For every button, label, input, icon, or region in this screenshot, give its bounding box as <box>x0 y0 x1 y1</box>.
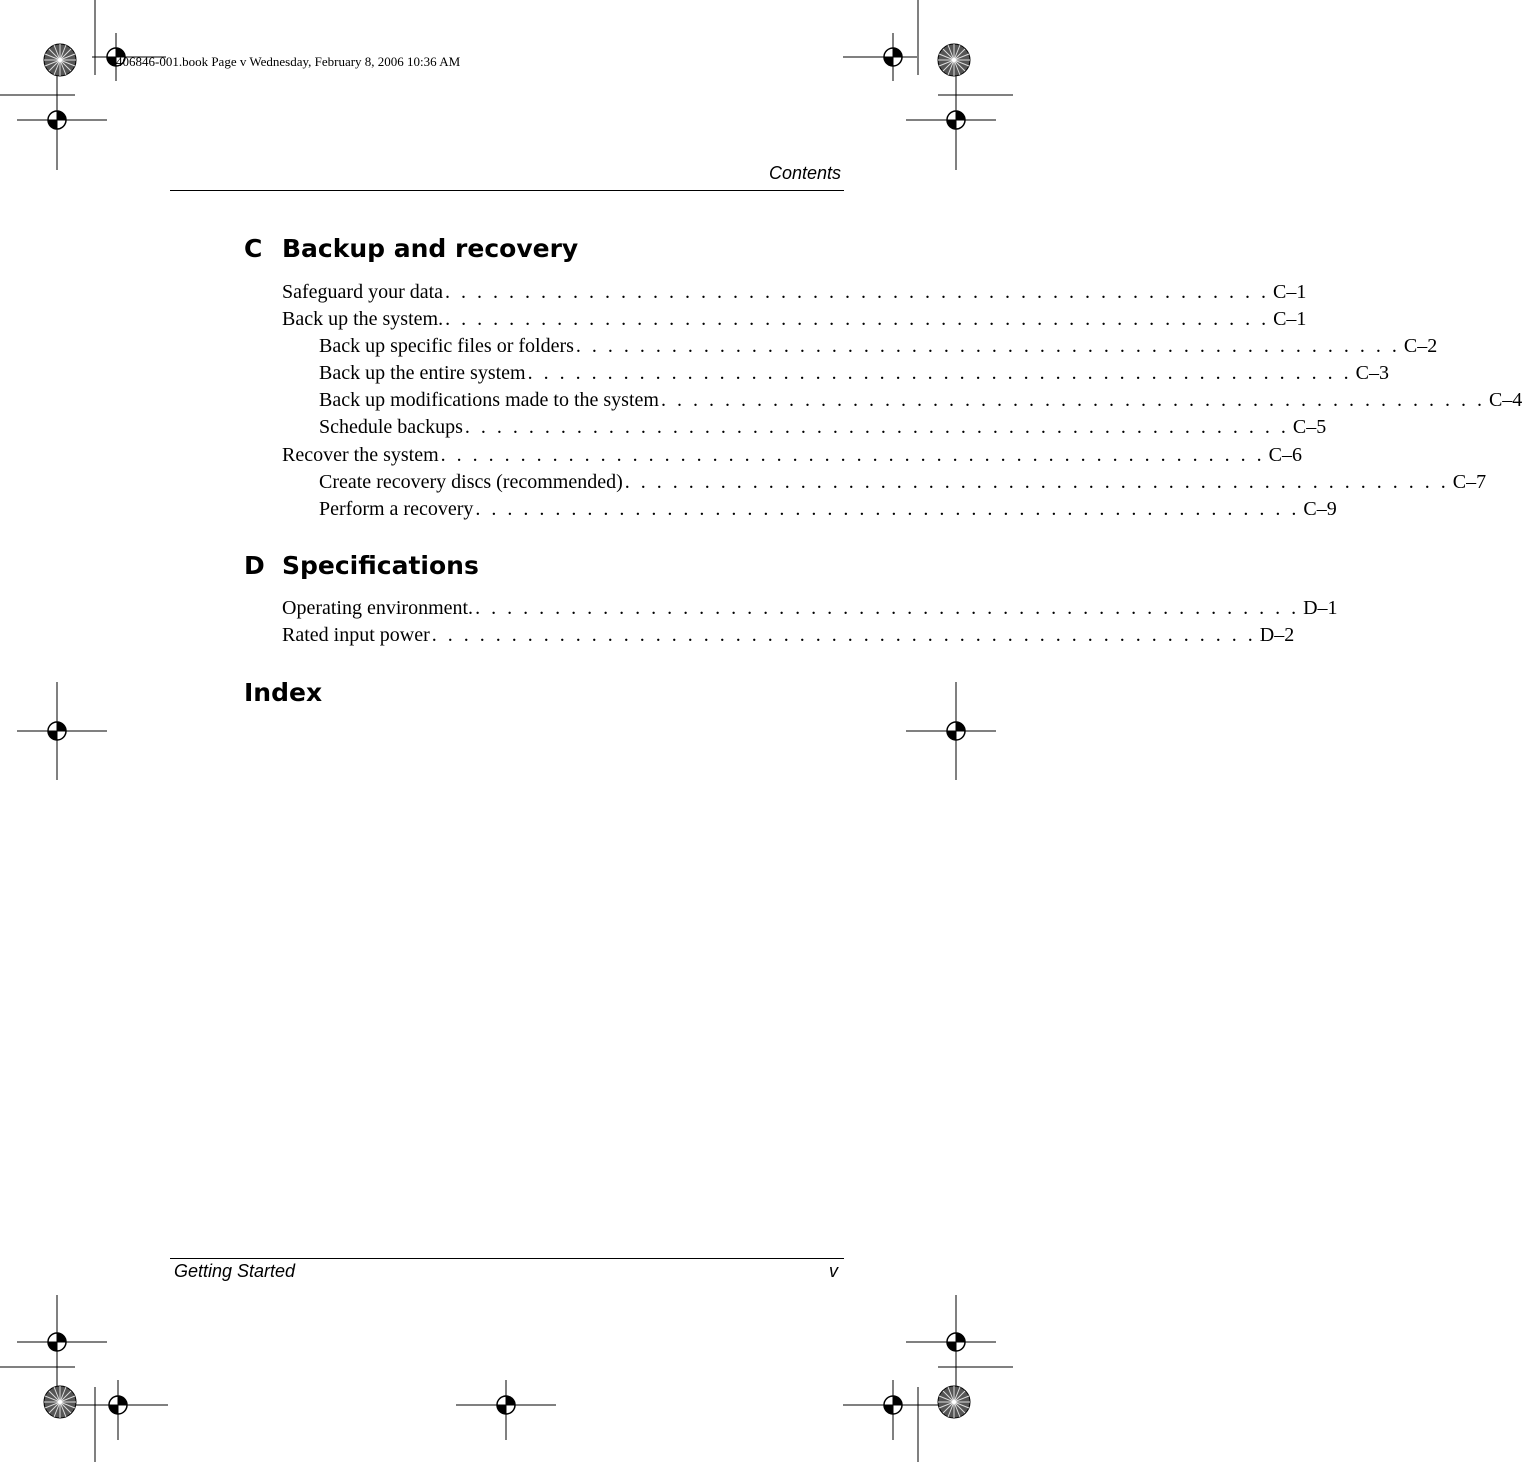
toc-entry-page: C–3 <box>1355 362 1389 384</box>
footer-rule <box>170 1258 844 1259</box>
toc-entry-page: C–7 <box>1452 471 1487 493</box>
toc-entry[interactable] <box>319 389 1522 416</box>
leader-dots: . . . . . . . . . . . . . . . . . . . . . . . . . . . . . . . . . . . . . . . . . . . . . . . . . . . . <box>527 362 1352 384</box>
leader-dots: . . . . . . . . . . . . . . . . . . . . . . . . . . . . . . . . . . . . . . . . . . . . . . . . . . . . <box>575 335 1400 357</box>
print-slug: 406846-001.book Page v Wednesday, February 8, 2006 10:36 AM <box>116 54 461 69</box>
toc-entry[interactable] <box>282 624 1295 651</box>
toc-entry[interactable] <box>319 416 1327 443</box>
toc-entry-text: Safeguard your data <box>282 281 444 303</box>
toc-entry-text: Rated input power <box>282 624 430 646</box>
toc-entry-page: C–1 <box>1273 308 1307 330</box>
toc-entry-page: C–9 <box>1303 498 1337 520</box>
leader-dots: . . . . . . . . . . . . . . . . . . . . . . . . . . . . . . . . . . . . . . . . . . . . . . . . . . . . <box>475 597 1300 619</box>
toc-entry[interactable] <box>319 498 1337 525</box>
section-index-title[interactable]: Index <box>244 678 323 707</box>
toc-entry-text: Back up specific files or folders <box>319 335 574 357</box>
section-c-title: Backup and recovery <box>282 234 579 263</box>
toc-entry[interactable] <box>319 335 1438 362</box>
toc-entry-text: Back up the system. <box>282 308 444 330</box>
leader-dots: . . . . . . . . . . . . . . . . . . . . . . . . . . . . . . . . . . . . . . . . . . . . . . . . . . . . <box>431 624 1256 646</box>
toc-entry[interactable] <box>319 471 1487 498</box>
footer-book-title: Getting Started <box>174 1261 296 1281</box>
toc-entry-text: Create recovery discs (recommended) <box>319 471 623 493</box>
leader-dots: . . . . . . . . . . . . . . . . . . . . . . . . . . . . . . . . . . . . . . . . . . . . . . . . . . . . <box>445 281 1270 303</box>
footer-page-number: v <box>829 1261 838 1281</box>
toc-entry-page: C–5 <box>1292 416 1327 438</box>
toc-entry-text: Back up modifications made to the system <box>319 389 659 411</box>
leader-dots: . . . . . . . . . . . . . . . . . . . . . . . . . . . . . . . . . . . . . . . . . . . . . . . . . . . . <box>445 308 1270 330</box>
toc-entry-text: Back up the entire system <box>319 362 526 384</box>
leader-dots: . . . . . . . . . . . . . . . . . . . . . . . . . . . . . . . . . . . . . . . . . . . . . . . . . . . . <box>660 389 1485 411</box>
toc-entry-page: C–6 <box>1268 444 1302 466</box>
toc-entry-text: Recover the system <box>282 444 439 466</box>
leader-dots: . . . . . . . . . . . . . . . . . . . . . . . . . . . . . . . . . . . . . . . . . . . . . . . . . . . . <box>464 416 1289 438</box>
toc-entry-text: Perform a recovery <box>319 498 474 520</box>
section-d-letter: D <box>244 551 265 580</box>
toc-entry[interactable] <box>282 281 1307 308</box>
toc-entry[interactable] <box>282 597 1338 624</box>
toc-entry-page: C–4 <box>1488 389 1522 411</box>
header-rule <box>170 190 844 191</box>
toc-entry-page: D–1 <box>1303 597 1338 619</box>
toc-entry[interactable] <box>282 444 1302 471</box>
leader-dots: . . . . . . . . . . . . . . . . . . . . . . . . . . . . . . . . . . . . . . . . . . . . . . . . . . . . <box>624 471 1449 493</box>
toc-entry-page: C–1 <box>1273 281 1307 303</box>
toc-entry-page: D–2 <box>1259 624 1295 646</box>
running-header-title: Contents <box>768 163 841 183</box>
toc-entry[interactable] <box>282 308 1307 335</box>
toc-entry-page: C–2 <box>1403 335 1438 357</box>
toc-entry-text: Schedule backups <box>319 416 463 438</box>
section-c-letter: C <box>244 234 263 263</box>
toc-entry[interactable] <box>319 362 1389 389</box>
leader-dots: . . . . . . . . . . . . . . . . . . . . . . . . . . . . . . . . . . . . . . . . . . . . . . . . . . . . <box>475 498 1300 520</box>
leader-dots: . . . . . . . . . . . . . . . . . . . . . . . . . . . . . . . . . . . . . . . . . . . . . . . . . . . . <box>440 444 1265 466</box>
section-d-title: Specifications <box>282 551 479 580</box>
toc-entry-text: Operating environment. <box>282 597 474 619</box>
